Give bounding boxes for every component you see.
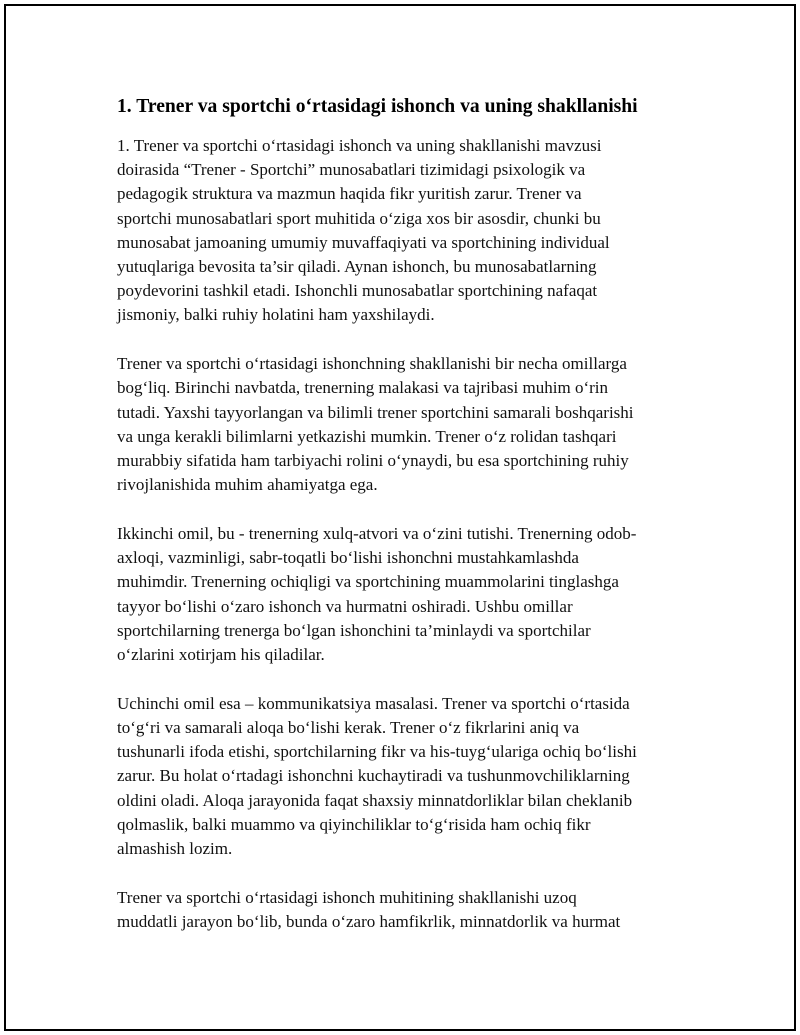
text-line: qolmaslik, balki muammo va qiyinchiliklar to‘g‘risida ham ochiq fikr [117, 814, 591, 834]
text-line: oldini oladi. Aloqa jarayonida faqat shaxsiy minnatdorliklar bilan cheklanib [117, 790, 633, 810]
text-line: tushunarli ifoda etishi, sportchilarning fikr va his-tuyg‘ulariga ochiq bo‘lishi [117, 742, 637, 762]
text-line: bog‘liq. Birinchi navbatda, trenerning malakasi va tajribasi muhim o‘rin [117, 378, 608, 398]
document-body [117, 94, 687, 959]
text-line: yutuqlariga bevosita ta’sir qiladi. Aynan ishonch, bu munosabatlarning [117, 257, 597, 277]
text-line: jismoniy, balki ruhiy holatini ham yaxshilaydi. [117, 305, 435, 325]
text-line: Trener va sportchi o‘rtasidagi ishonchning shakllanishi bir necha omillarga [117, 354, 627, 374]
paragraph-2 [117, 352, 687, 497]
text-line: tayyor bo‘lishi o‘zaro ishonch va hurmatni oshiradi. Ushbu omillar [117, 596, 573, 616]
text-line: sportchilarning trenerga bo‘lgan ishonchini ta’minlaydi va sportchilar [117, 620, 591, 640]
text-line: munosabat jamoaning umumiy muvaffaqiyati va sportchining individual [117, 232, 610, 252]
text-line: pedagogik struktura va mazmun haqida fikr yuritish zarur. Trener va [117, 184, 582, 204]
section-heading: 1. Trener va sportchi o‘rtasidagi ishonch va uning shakllanishi [117, 96, 638, 117]
text-line: Trener va sportchi o‘rtasidagi ishonch muhitining shakllanishi uzoq [117, 887, 577, 907]
text-line: sportchi munosabatlari sport muhitida o‘ziga xos bir asosdir, chunki bu [117, 208, 601, 228]
text-line: o‘zlarini xotirjam his qiladilar. [117, 645, 325, 665]
text-line: almashish lozim. [117, 839, 233, 859]
text-line: muddatli jarayon bo‘lib, bunda o‘zaro hamfikrlik, minnatdorlik va hurmat [117, 912, 621, 932]
paragraph-1 [117, 134, 687, 328]
text-line: murabbiy sifatida ham tarbiyachi rolini o‘ynaydi, bu esa sportchining ruhiy [117, 451, 629, 471]
text-line: muhimdir. Trenerning ochiqligi va sportchining muammolarini tinglashga [117, 572, 619, 592]
text-line: zarur. Bu holat o‘rtadagi ishonchni kuchaytiradi va tushunmovchiliklarning [117, 766, 630, 786]
text-line: Uchinchi omil esa – kommunikatsiya masalasi. Trener va sportchi o‘rtasida [117, 693, 630, 713]
paragraph-5 [117, 886, 687, 934]
text-line: 1. Trener va sportchi o‘rtasidagi ishonch va uning shakllanishi mavzusi [117, 136, 602, 155]
paragraph-4 [117, 692, 687, 861]
text-line: poydevorini tashkil etadi. Ishonchli munosabatlar sportchining nafaqat [117, 281, 598, 301]
text-line: doirasida “Trener - Sportchi” munosabatlari tizimidagi psixologik va [117, 160, 586, 180]
text-line: axloqi, vazminligi, sabr-toqatli bo‘lishi ishonchni mustahkamlashda [117, 548, 579, 568]
text-line: rivojlanishida muhim ahamiyatga ega. [117, 475, 378, 495]
text-line: to‘g‘ri va samarali aloqa bo‘lishi kerak. Trener o‘z fikrlarini aniq va [117, 718, 580, 738]
paragraph-3 [117, 522, 687, 667]
text-line: Ikkinchi omil, bu - trenerning xulq-atvori va o‘zini tutishi. Trenerning odob- [117, 524, 637, 544]
text-line: va unga kerakli bilimlarni yetkazishi mumkin. Trener o‘z rolidan tashqari [117, 426, 617, 446]
text-line: tutadi. Yaxshi tayyorlangan va bilimli trener sportchini samarali boshqarishi [117, 402, 634, 422]
